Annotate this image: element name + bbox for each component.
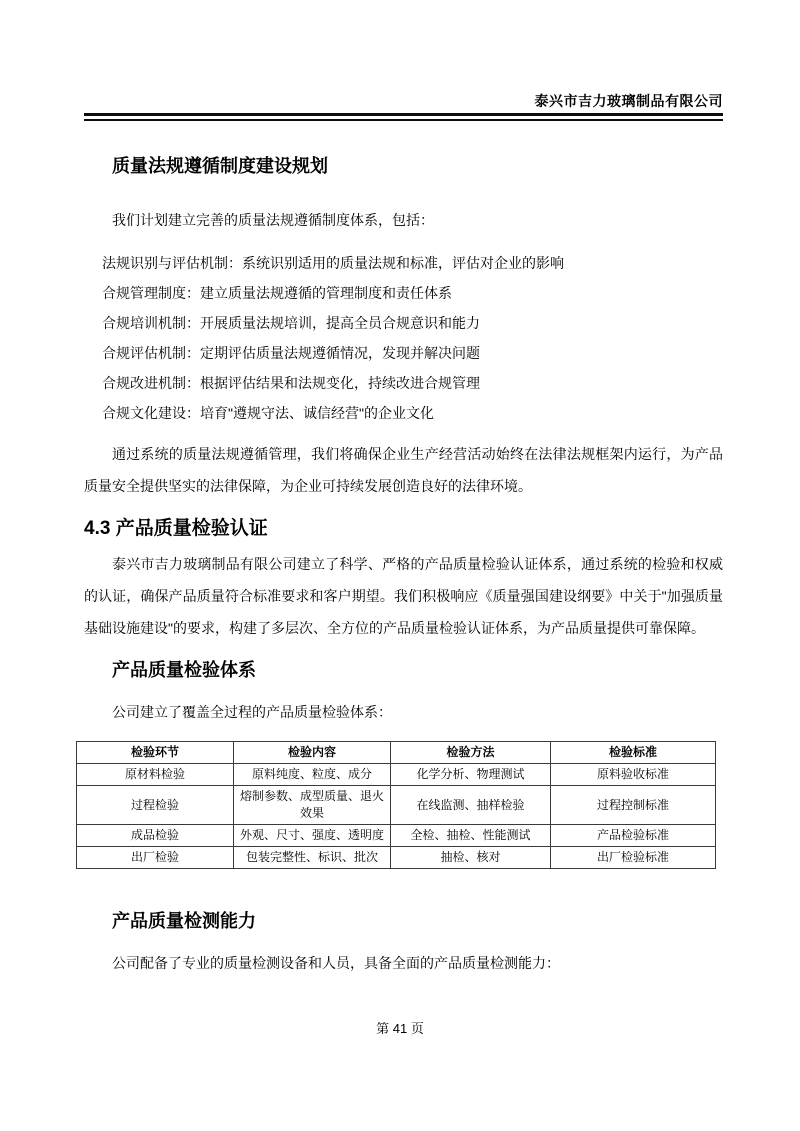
compliance-mechanism-list	[102, 248, 723, 428]
table-cell: 过程控制标准	[551, 786, 716, 825]
page-header	[84, 0, 723, 121]
table-cell: 出厂检验	[77, 847, 234, 869]
heading-section-4-3: 4.3 产品质量检验认证	[84, 518, 268, 539]
list-item: 合规评估机制：定期评估质量法规遵循情况，发现并解决问题	[102, 345, 480, 361]
paragraph-inspection-system-intro: 公司建立了覆盖全过程的产品质量检验体系：	[112, 704, 392, 720]
table-cell: 原料纯度、粒度、成分	[234, 764, 391, 786]
list-item: 合规管理制度：建立质量法规遵循的管理制度和责任体系	[102, 285, 452, 301]
table-cell: 原材料检验	[77, 764, 234, 786]
table-header-cell: 检验标准	[551, 742, 716, 764]
header-company-name: 泰兴市吉力玻璃制品有限公司	[534, 93, 723, 109]
table-header-row	[77, 742, 716, 764]
table-cell: 外观、尺寸、强度、透明度	[234, 825, 391, 847]
paragraph-plan-intro: 我们计划建立完善的质量法规遵循制度体系，包括：	[112, 212, 434, 228]
table-header-cell: 检验内容	[234, 742, 391, 764]
table-header-cell: 检验环节	[77, 742, 234, 764]
list-item: 合规培训机制：开展质量法规培训，提高全员合规意识和能力	[102, 315, 480, 331]
list-item: 法规识别与评估机制：系统识别适用的质量法规和标准，评估对企业的影响	[102, 255, 564, 271]
paragraph-plan-summary: 通过系统的质量法规遵循管理，我们将确保企业生产经营活动始终在法律法规框架内运行，为产品质量安全提供坚实的法律保障，为企业可持续发展创造良好的法律环境。	[84, 446, 723, 494]
list-item: 合规改进机制：根据评估结果和法规变化，持续改进合规管理	[102, 375, 480, 391]
list-item: 合规文化建设：培育"遵规守法、诚信经营"的企业文化	[102, 405, 434, 421]
table-row	[77, 847, 716, 869]
page-content	[84, 154, 723, 979]
page-number-footer: 第 41 页	[376, 1021, 424, 1036]
table-cell: 原料验收标准	[551, 764, 716, 786]
table-header-cell: 检验方法	[391, 742, 551, 764]
table-cell: 在线监测、抽样检验	[391, 786, 551, 825]
paragraph-section-4-3-body: 泰兴市吉力玻璃制品有限公司建立了科学、严格的产品质量检验认证体系，通过系统的检验和权威的认证，确保产品质量符合标准要求和客户期望。我们积极响应《质量强国建设纲要》中关于"加强质量基础设施建设"的要求，构建了多层次、全方位的产品质量检验认证体系，为产品质量提供可靠保障。	[84, 556, 723, 636]
table-cell: 出厂检验标准	[551, 847, 716, 869]
heading-quality-regulation-plan: 质量法规遵循制度建设规划	[112, 156, 328, 176]
header-double-rule	[84, 113, 723, 121]
table-cell: 化学分析、物理测试	[391, 764, 551, 786]
inspection-table	[76, 741, 716, 869]
heading-inspection-system: 产品质量检验体系	[112, 660, 256, 680]
table-row	[77, 786, 716, 825]
table-cell: 全检、抽检、性能测试	[391, 825, 551, 847]
table-row	[77, 825, 716, 847]
paragraph-testing-capability-intro: 公司配备了专业的质量检测设备和人员，具备全面的产品质量检测能力：	[112, 955, 560, 971]
table-row	[77, 764, 716, 786]
table-cell: 过程检验	[77, 786, 234, 825]
table-cell: 包装完整性、标识、批次	[234, 847, 391, 869]
table-cell: 抽检、核对	[391, 847, 551, 869]
table-cell: 成品检验	[77, 825, 234, 847]
heading-testing-capability: 产品质量检测能力	[112, 911, 256, 931]
table-cell: 产品检验标准	[551, 825, 716, 847]
table-cell: 熔制参数、成型质量、退火效果	[234, 786, 391, 825]
